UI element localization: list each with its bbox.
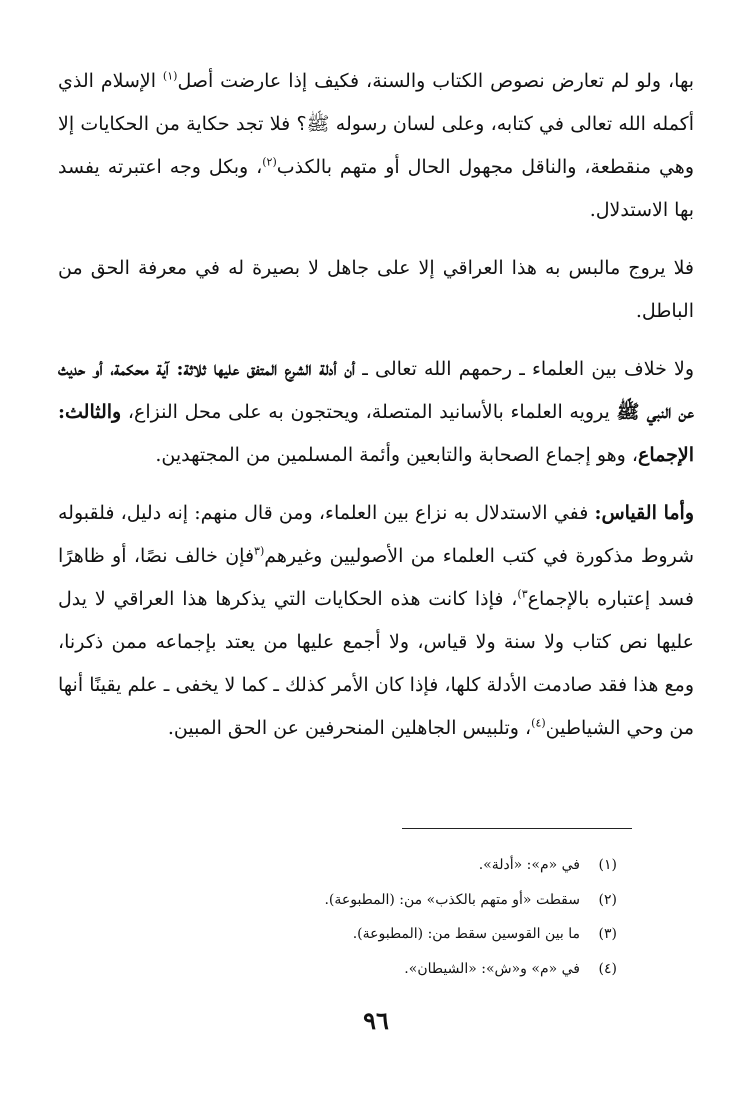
- footnote-text: في «م»: «أدلة».: [478, 857, 580, 874]
- footnotes: [137, 848, 617, 986]
- paragraph-p3: [58, 348, 694, 477]
- text-run: فلا يروج مالبس به هذا العراقي إلا على جاهل لا بصيرة له في معرفة الحق من الباطل.: [58, 257, 694, 322]
- text-run: ولا خلاف بين العلماء ـ رحمهم الله تعالى ـ: [355, 358, 694, 380]
- text-run: فإن خالف نصًا، أو ظاهرًا فسد إعتباره بالإجماع: [58, 545, 694, 610]
- paragraph-p4: [58, 492, 694, 750]
- footnote-number: (٤): [598, 960, 617, 977]
- bold-text: أن أدلة الشرع المتفق عليها ثلاثة: آية محكمة، أو حديث عن النبي ﷺ: [58, 358, 694, 423]
- text-run: ، وتلبيس الجاهلين المنحرفين عن الحق المبين.: [167, 717, 532, 739]
- footnote-item: [137, 917, 617, 952]
- footnote-number: (١): [598, 857, 617, 874]
- text-run: ، وبكل وجه اعتبرته يفسد بها الاستدلال.: [58, 156, 694, 221]
- text-run: ، فإذا كانت هذه الحكايات التي يذكرها هذا العراقي لا يدل عليها نص كتاب ولا سنة ولا قياس، ولا أجمع عليها من يعتد بإجماعه ممن ذكرنا، ومع هذا فقد صادمت الأدلة كلها، فإذا كان الأمر كذلك ـ كما لا يخفى ـ علم يقينًا أنها من وحي الشياطين: [58, 588, 694, 739]
- footnote-text: في «م» و«ش»: «الشيطان».: [404, 960, 580, 977]
- paragraph-p2: [58, 247, 694, 333]
- body-text: [58, 60, 694, 750]
- footnote-item: [137, 952, 617, 987]
- text-run: الإسلام الذي أكمله الله تعالى في كتابه، وعلى لسان رسوله ﷺ؟ فلا تجد حكاية من الحكايات إلا وهي منقطعة، والناقل مجهول الحال أو متهم بالكذب: [58, 70, 694, 178]
- footnote-ref: ٣): [517, 587, 528, 601]
- footnote-ref: (١): [162, 69, 178, 83]
- footnote-ref: (٤): [531, 716, 546, 730]
- text-run: بها، ولو لم تعارض نصوص الكتاب والسنة، فكيف إذا عارضت أصل: [177, 70, 694, 92]
- footnote-ref: (٢): [262, 155, 277, 169]
- page-number: ٩٦: [363, 1006, 389, 1035]
- text-run: ففي الاستدلال به نزاع بين العلماء، ومن قال منهم: إنه دليل، فلقبوله شروط مذكورة في كتب العلماء من الأصوليين وغيرهم: [58, 502, 694, 567]
- footnote-text: ما بين القوسين سقط من: (المطبوعة).: [352, 926, 580, 943]
- footnote-number: (٢): [598, 891, 617, 908]
- paragraph-p1: [58, 60, 694, 232]
- footnote-item: [137, 848, 617, 883]
- bold-text: والثالث: الإجماع: [58, 401, 694, 466]
- footnote-ref: (٣: [254, 544, 265, 558]
- text-run: ، وهو إجماع الصحابة والتابعين وأئمة المسلمين من المجتهدين.: [155, 444, 639, 466]
- footnote-text: سقطت «أو متهم بالكذب» من: (المطبوعة).: [324, 891, 580, 908]
- footnote-number: (٣): [598, 926, 617, 943]
- footnote-item: [137, 883, 617, 918]
- footnote-separator: [402, 828, 632, 829]
- text-run: يرويه العلماء بالأسانيد المتصلة، ويحتجون به على محل النزاع،: [121, 401, 617, 423]
- bold-text: وأما القياس:: [594, 502, 694, 524]
